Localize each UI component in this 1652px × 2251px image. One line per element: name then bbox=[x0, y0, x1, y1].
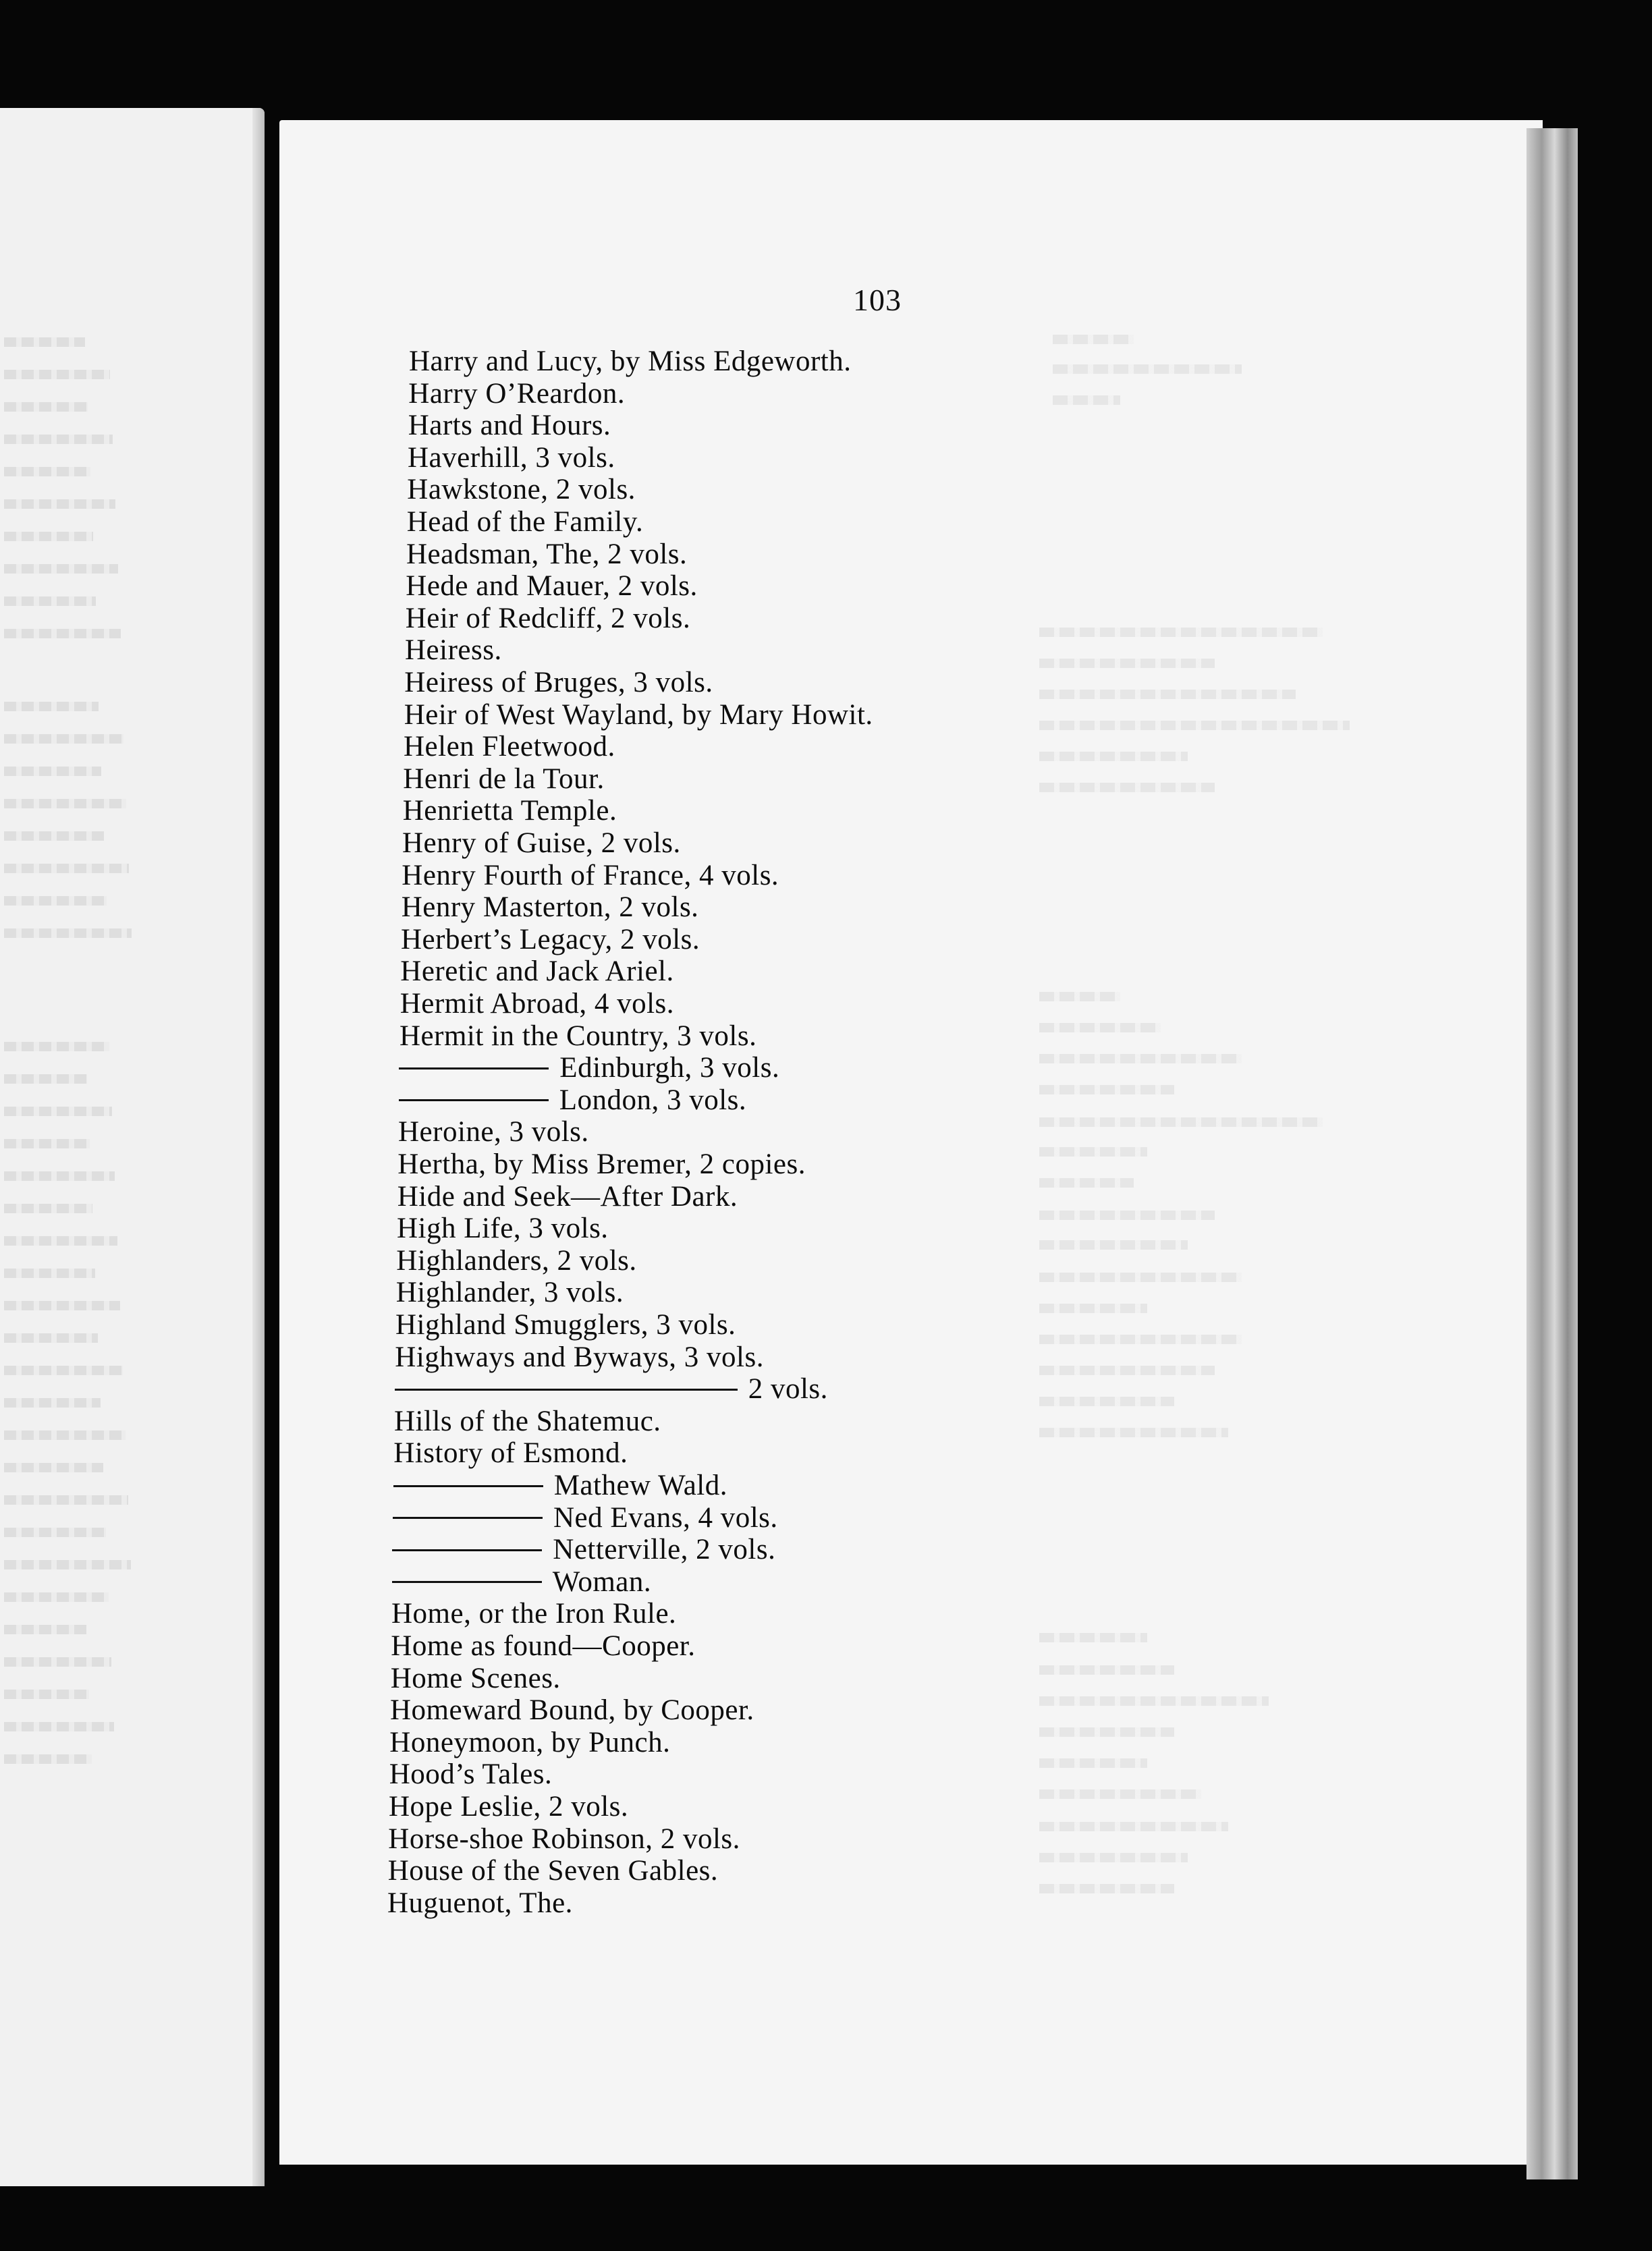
catalog-entry bbox=[395, 1309, 736, 1341]
ditto-dash bbox=[393, 1485, 543, 1487]
bleed-through-mark bbox=[1039, 1240, 1188, 1250]
entry-text: House of the Seven Gables. bbox=[387, 1855, 719, 1887]
catalog-entry bbox=[404, 731, 615, 763]
catalog-entry-continuation bbox=[392, 1534, 775, 1566]
bleed-through-mark bbox=[4, 1107, 112, 1116]
bleed-through-mark bbox=[4, 1463, 103, 1472]
entry-text: Hermit in the Country, 3 vols. bbox=[400, 1020, 757, 1052]
entry-text: History of Esmond. bbox=[393, 1437, 628, 1470]
bleed-through-mark bbox=[4, 402, 88, 412]
bleed-through-mark bbox=[4, 734, 123, 744]
entry-text: Helen Fleetwood. bbox=[404, 731, 615, 763]
catalog-entry bbox=[406, 570, 698, 603]
catalog-entry bbox=[401, 924, 700, 956]
bleed-through-mark bbox=[1039, 1789, 1201, 1799]
entry-text: Huguenot, The. bbox=[387, 1887, 573, 1919]
bleed-through-mark bbox=[4, 499, 115, 509]
bleed-through-mark bbox=[1039, 690, 1296, 699]
bleed-through-mark bbox=[1039, 1397, 1174, 1406]
bleed-through-mark bbox=[4, 1528, 106, 1537]
bleed-through-mark bbox=[1039, 1023, 1161, 1032]
ditto-dash bbox=[392, 1549, 542, 1551]
page-number: 103 bbox=[853, 283, 902, 317]
bleed-through-mark bbox=[4, 337, 85, 347]
bleed-through-mark bbox=[4, 1722, 114, 1731]
bleed-through-mark bbox=[1039, 1758, 1147, 1768]
bleed-through-mark bbox=[4, 1139, 90, 1148]
catalog-entry bbox=[400, 955, 674, 988]
catalog-entry-continuation bbox=[393, 1470, 727, 1502]
bleed-through-mark bbox=[4, 435, 113, 444]
bleed-through-mark bbox=[1039, 1211, 1215, 1220]
bleed-through-mark bbox=[4, 1398, 101, 1408]
bleed-through-mark bbox=[1039, 1696, 1269, 1706]
entry-text: Henry of Guise, 2 vols. bbox=[402, 827, 681, 859]
entry-text: Hide and Seek—After Dark. bbox=[397, 1180, 738, 1213]
bleed-through-mark bbox=[4, 1269, 95, 1278]
catalog-entry-continuation bbox=[395, 1373, 828, 1406]
catalog-entry bbox=[406, 603, 691, 635]
entry-text: Woman. bbox=[552, 1565, 652, 1598]
entry-text: Heiress. bbox=[405, 634, 502, 667]
entry-text: Henrietta Temple. bbox=[402, 795, 617, 827]
bleed-through-mark bbox=[4, 1592, 109, 1602]
bleed-through-mark bbox=[4, 928, 132, 938]
bleed-through-mark bbox=[4, 1657, 111, 1667]
bleed-through-mark bbox=[1039, 1633, 1147, 1642]
bleed-through-mark bbox=[1039, 752, 1188, 761]
catalog-entry bbox=[394, 1406, 661, 1438]
bleed-through-mark bbox=[4, 1333, 98, 1343]
catalog-entry bbox=[397, 1148, 806, 1181]
entry-text: Henry Masterton, 2 vols. bbox=[401, 891, 699, 924]
entry-text: Harry O’Reardon. bbox=[408, 377, 626, 410]
catalog-entry bbox=[407, 506, 644, 538]
entry-text: Hawkstone, 2 vols. bbox=[407, 474, 636, 506]
entry-text: Home Scenes. bbox=[390, 1662, 561, 1694]
catalog-entry bbox=[408, 378, 625, 410]
bleed-through-mark bbox=[4, 1430, 126, 1440]
catalog-entry bbox=[388, 1823, 740, 1856]
bleed-through-mark bbox=[1039, 1335, 1242, 1344]
page-edge-stack bbox=[1526, 128, 1578, 2179]
entry-text: Mathew Wald. bbox=[553, 1470, 727, 1501]
entry-text: Homeward Bound, by Cooper. bbox=[390, 1694, 754, 1727]
entry-text: London, 3 vols. bbox=[559, 1084, 747, 1116]
catalog-entry bbox=[403, 795, 617, 827]
bleed-through-mark bbox=[1039, 659, 1215, 668]
bleed-through-mark bbox=[1039, 1428, 1228, 1437]
catalog-entry bbox=[390, 1694, 754, 1727]
page-gutter bbox=[252, 108, 265, 2186]
entry-text: Horse-shoe Robinson, 2 vols. bbox=[388, 1823, 740, 1855]
bleed-through-mark bbox=[1053, 395, 1120, 405]
catalog-entry bbox=[409, 345, 852, 378]
catalog-entry bbox=[397, 1213, 609, 1245]
catalog-entry bbox=[389, 1727, 670, 1759]
catalog-entry bbox=[404, 667, 713, 699]
entry-text: Heretic and Jack Ariel. bbox=[400, 955, 674, 988]
catalog-entry bbox=[389, 1791, 628, 1823]
ditto-dash bbox=[399, 1099, 549, 1101]
bleed-through-mark bbox=[4, 1301, 120, 1310]
bleed-through-mark bbox=[1039, 1304, 1147, 1313]
bleed-through-mark bbox=[1053, 335, 1134, 344]
bleed-through-mark bbox=[1039, 1366, 1215, 1375]
catalog-entry bbox=[398, 1116, 589, 1148]
catalog-entry bbox=[396, 1277, 624, 1309]
bleed-through-mark bbox=[4, 564, 118, 574]
bleed-through-mark bbox=[1039, 1117, 1323, 1127]
bleed-through-mark bbox=[1039, 1822, 1228, 1831]
bleed-through-mark bbox=[1039, 1884, 1174, 1893]
bleed-through-mark bbox=[1039, 628, 1323, 637]
ditto-dash bbox=[393, 1517, 543, 1519]
catalog-entry bbox=[400, 1020, 756, 1053]
catalog-entry bbox=[393, 1437, 628, 1470]
bleed-through-mark bbox=[4, 1495, 128, 1505]
entry-text: Head of the Family. bbox=[406, 506, 644, 538]
bleed-through-mark bbox=[1039, 1665, 1174, 1675]
entry-text: Hills of the Shatemuc. bbox=[394, 1405, 661, 1437]
bleed-through-mark bbox=[4, 702, 99, 711]
bleed-through-mark bbox=[4, 467, 90, 476]
catalog-entry bbox=[391, 1598, 676, 1630]
bleed-through-mark bbox=[4, 1204, 92, 1213]
catalog-entry bbox=[405, 634, 502, 667]
entry-text: Honeymoon, by Punch. bbox=[389, 1726, 671, 1758]
entry-text: Hede and Mauer, 2 vols. bbox=[406, 570, 698, 603]
catalog-entry-continuation bbox=[393, 1502, 778, 1534]
bleed-through-mark bbox=[1039, 783, 1215, 792]
bleed-through-mark bbox=[4, 1074, 87, 1084]
entry-text: High Life, 3 vols. bbox=[397, 1213, 609, 1245]
entry-text: Headsman, The, 2 vols. bbox=[406, 538, 688, 570]
bleed-through-mark bbox=[4, 767, 101, 776]
bleed-through-mark bbox=[4, 532, 93, 541]
entry-text: Home, or the Iron Rule. bbox=[391, 1598, 677, 1630]
entry-text: Henri de la Tour. bbox=[403, 762, 605, 795]
entry-text: Harry and Lucy, by Miss Edgeworth. bbox=[409, 345, 852, 377]
bleed-through-mark bbox=[4, 831, 104, 841]
bleed-through-mark bbox=[1039, 1178, 1134, 1188]
catalog-entry bbox=[402, 827, 681, 860]
entry-text: Heiress of Bruges, 3 vols. bbox=[404, 667, 713, 698]
entry-text: Harts and Hours. bbox=[408, 410, 611, 442]
entry-text: Heir of Redcliff, 2 vols. bbox=[405, 602, 691, 634]
catalog-entry bbox=[400, 988, 674, 1020]
catalog-entry bbox=[402, 860, 779, 892]
ditto-dash bbox=[392, 1581, 542, 1583]
catalog-entry bbox=[396, 1245, 636, 1277]
bleed-through-mark bbox=[4, 1236, 117, 1246]
bleed-through-mark bbox=[4, 799, 126, 808]
bleed-through-mark bbox=[1039, 1085, 1174, 1094]
entry-text: Highland Smugglers, 3 vols. bbox=[395, 1309, 736, 1341]
facing-page-left bbox=[0, 108, 265, 2186]
catalog-entry bbox=[391, 1663, 561, 1695]
entry-text: Herbert’s Legacy, 2 vols. bbox=[401, 923, 700, 955]
bleed-through-mark bbox=[1039, 721, 1350, 730]
catalog-entry bbox=[407, 474, 636, 506]
ditto-dash bbox=[399, 1067, 549, 1069]
bleed-through-mark bbox=[4, 1625, 86, 1634]
catalog-entry bbox=[406, 538, 687, 571]
entry-text: Hermit Abroad, 4 vols. bbox=[400, 988, 675, 1020]
bleed-through-mark bbox=[1039, 1273, 1242, 1282]
catalog-entry bbox=[391, 1630, 695, 1663]
catalog-entry-continuation bbox=[399, 1084, 746, 1117]
bleed-through-mark bbox=[4, 1754, 92, 1764]
entry-text: Highways and Byways, 3 vols. bbox=[395, 1341, 764, 1373]
entry-text: Heir of West Wayland, by Mary Howit. bbox=[404, 698, 873, 731]
catalog-entry bbox=[408, 442, 615, 474]
catalog-entry bbox=[387, 1887, 573, 1920]
entry-text: Hood’s Tales. bbox=[389, 1758, 553, 1791]
bleed-through-mark bbox=[1039, 992, 1120, 1001]
entry-text: Highlanders, 2 vols. bbox=[396, 1244, 637, 1277]
bleed-through-mark bbox=[4, 1690, 89, 1699]
bleed-through-mark bbox=[4, 864, 129, 873]
bleed-through-mark bbox=[1053, 364, 1242, 374]
bleed-through-mark bbox=[1039, 1054, 1242, 1063]
entry-text: Edinburgh, 3 vols. bbox=[559, 1052, 780, 1084]
catalog-entry-continuation bbox=[399, 1052, 779, 1084]
entry-text: Hertha, by Miss Bremer, 2 copies. bbox=[397, 1148, 806, 1180]
entry-text: Netterville, 2 vols. bbox=[553, 1534, 776, 1566]
bleed-through-mark bbox=[4, 370, 110, 379]
bleed-through-mark bbox=[4, 1560, 131, 1569]
catalog-entry-continuation bbox=[392, 1566, 651, 1599]
bleed-through-mark bbox=[4, 629, 121, 638]
entry-text: Hope Leslie, 2 vols. bbox=[389, 1791, 629, 1823]
catalog-entry bbox=[404, 699, 873, 731]
bleed-through-mark bbox=[1039, 1853, 1188, 1862]
catalog-entry bbox=[388, 1855, 718, 1887]
bleed-through-mark bbox=[4, 896, 107, 906]
entry-text: Haverhill, 3 vols. bbox=[408, 441, 615, 474]
entry-text: Ned Evans, 4 vols. bbox=[553, 1501, 778, 1534]
catalog-entry bbox=[403, 763, 604, 796]
ditto-dash bbox=[395, 1389, 738, 1391]
entry-text: 2 vols. bbox=[748, 1373, 828, 1406]
entry-text: Highlander, 3 vols. bbox=[395, 1277, 624, 1309]
bleed-through-mark bbox=[4, 1171, 115, 1181]
bleed-through-mark bbox=[1039, 1727, 1174, 1737]
catalog-entry bbox=[395, 1341, 764, 1374]
bleed-through-mark bbox=[4, 1366, 123, 1375]
entry-text: Henry Fourth of France, 4 vols. bbox=[402, 859, 779, 891]
catalog-entry bbox=[408, 410, 611, 442]
bleed-through-mark bbox=[4, 596, 96, 606]
bleed-through-mark bbox=[4, 1042, 109, 1051]
bleed-through-mark bbox=[1039, 1147, 1147, 1157]
entry-text: Heroine, 3 vols. bbox=[398, 1116, 589, 1148]
catalog-entry bbox=[397, 1181, 738, 1213]
catalog-entry bbox=[402, 891, 699, 924]
entry-text: Home as found—Cooper. bbox=[391, 1630, 696, 1662]
catalog-entry bbox=[389, 1758, 553, 1791]
